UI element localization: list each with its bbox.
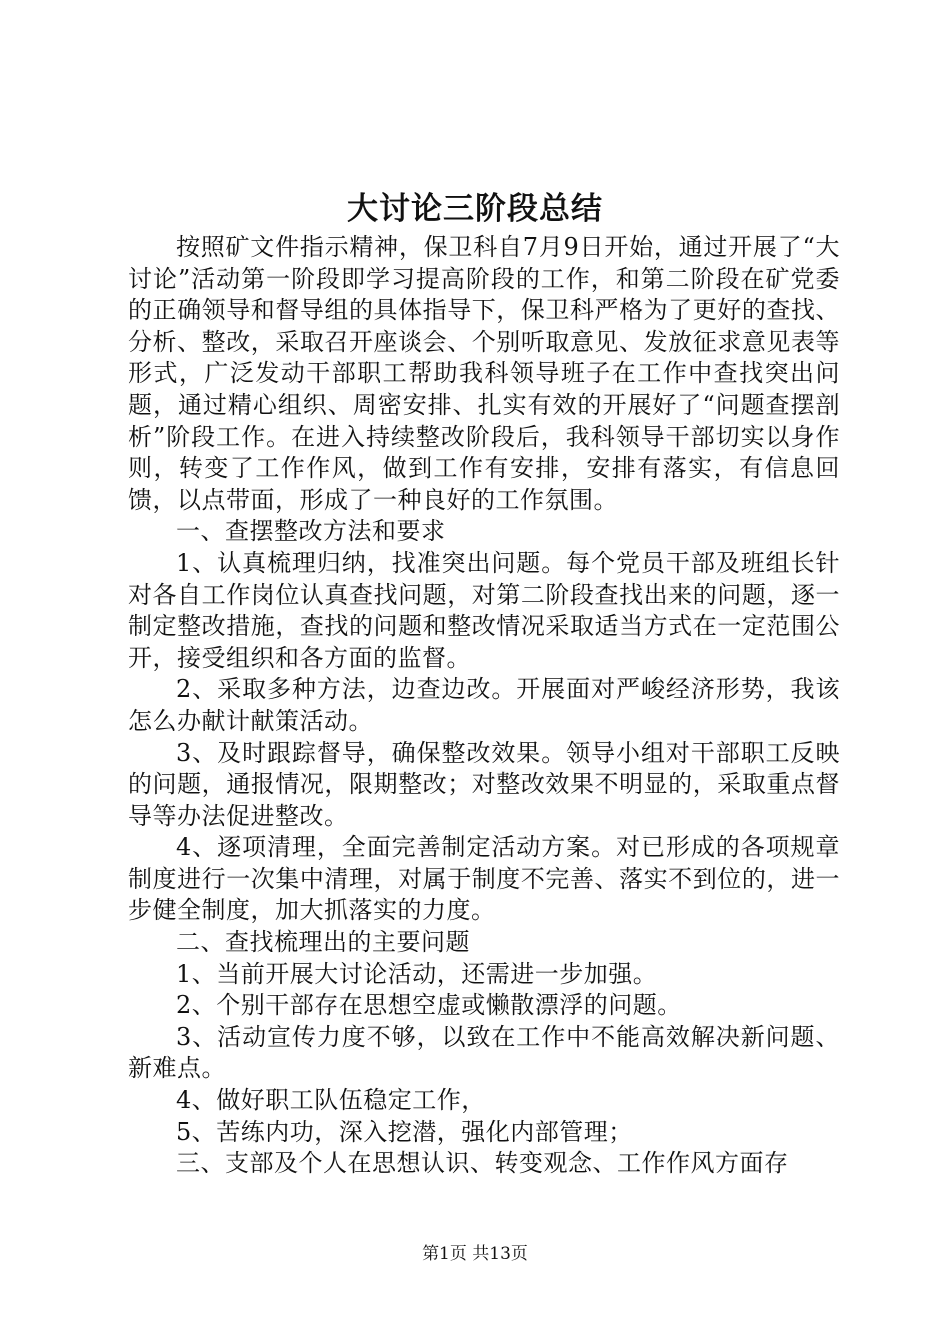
section-heading-1: 一、查摆整改方法和要求 xyxy=(176,517,446,546)
document-title: 大讨论三阶段总结 xyxy=(347,191,603,227)
intro-paragraph: 按照矿文件指示精神，保卫科自7月9日开始，通过开展了“大讨论”活动第一阶段即学习提高阶段的工作，和第二阶段在矿党委的正确领导和督导组的具体指导下，保卫科严格为了更好的查找、分析、整改，采取召开座谈会、个别听取意见、发放征求意见表等形式，广泛发动干部职工帮助我科领导班子在工作中查找突出问题，通过精心组织、周密安排、扎实有效的开展好了“问题查摆剖析”阶段工作。在进入持续整改阶段后，我科领导干部切实以身作则，转变了工作作风，做到工作有安排，安排有落实，有信息回馈，以点带面，形成了一种良好的工作氛围。 xyxy=(128,233,840,514)
paragraph-problem-4: 4、做好职工队伍稳定工作， xyxy=(176,1086,486,1115)
paragraph-problem-5: 5、苦练内功，深入挖潜，强化内部管理； xyxy=(176,1117,633,1146)
section-heading-3: 三、支部及个人在思想认识、转变观念、工作作风方面存 xyxy=(176,1149,789,1178)
page-number-footer: 第1页 共13页 xyxy=(422,1244,528,1264)
paragraph-method-2: 2、采取多种方法，边查边改。开展面对严峻经济形势，我该怎么办献计献策活动。 xyxy=(128,675,840,735)
document-body xyxy=(128,232,840,1180)
paragraph-method-3: 3、及时跟踪督导，确保整改效果。领导小组对干部职工反映的问题，通报情况，限期整改；对整改效果不明显的，采取重点督导等办法促进整改。 xyxy=(128,738,840,830)
paragraph-problem-2: 2、个别干部存在思想空虚或懒散漂浮的问题。 xyxy=(176,991,682,1020)
paragraph-method-1: 1、认真梳理归纳，找准突出问题。每个党员干部及班组长针对各自工作岗位认真查找问题，对第二阶段查找出来的问题，逐一制定整改措施，查找的问题和整改情况采取适当方式在一定范围公开，接受组织和各方面的监督。 xyxy=(128,548,840,672)
section-heading-2: 二、查找梳理出的主要问题 xyxy=(176,928,470,957)
paragraph-problem-1: 1、当前开展大讨论活动，还需进一步加强。 xyxy=(176,959,658,988)
paragraph-method-4: 4、逐项清理，全面完善制定活动方案。对已形成的各项规章制度进行一次集中清理，对属于制度不完善、落实不到位的，进一步健全制度，加大抓落实的力度。 xyxy=(128,833,840,925)
paragraph-problem-3: 3、活动宣传力度不够，以致在工作中不能高效解决新问题、新难点。 xyxy=(128,1022,840,1083)
